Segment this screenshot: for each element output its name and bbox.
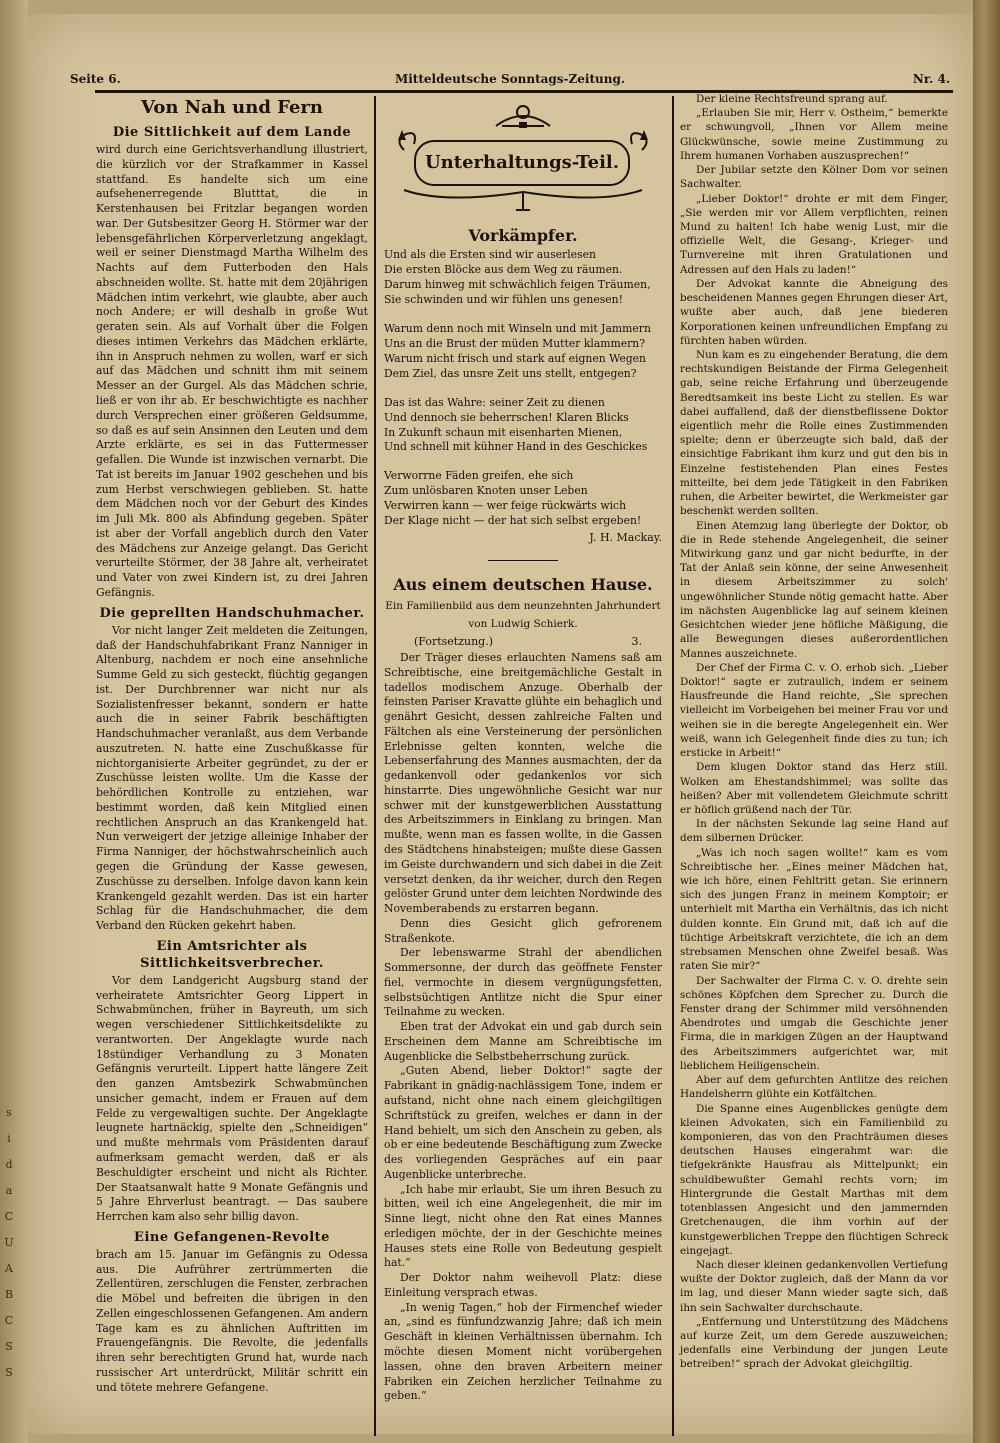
margin-letter: C bbox=[4, 1210, 14, 1223]
poem-line: Verworrne Fäden greifen, ehe sich bbox=[384, 469, 574, 483]
poem-line: Und dennoch sie beherrschen! Klaren Blicks bbox=[384, 410, 629, 424]
story-paragraph: Nun kam es zu eingehender Beratung, die dem rechtskundigen Beistande der Firma Gelegenheit gab, seine reiche Erfahrung und überzeugende Beredtsamkeit ins beste Licht zu stellen. Es war dabei auffallend, daß der dienstbeflissene Doktor eigentlich mehr die Rolle eines Zustimmenden spielte; denn er überzeugte sich bald, daß der einsichtige Fabrikant ihm kurz und gut den bis in Einzelne festistehenden Plan eines Festes mitteilte, bei dem jede Tätigkeit in den Fabriken ruhen, die Arbeiter bewirtet, die Werkmeister gar beschenkt werden sollten. bbox=[680, 348, 948, 518]
poem-line: Uns an die Brust der müden Mutter klammern? bbox=[384, 336, 646, 350]
story-paragraph: Der Jubilar setzte den Kölner Dom vor seinen Sachwalter. bbox=[680, 164, 948, 191]
article-title: Eine Gefangenen-Revolte bbox=[134, 1229, 330, 1245]
poem-line: Die ersten Blöcke aus dem Weg zu räumen. bbox=[384, 262, 623, 276]
margin-letter: U bbox=[4, 1236, 14, 1249]
article-title: Die geprellten Handschuhmacher. bbox=[99, 605, 365, 621]
poem-stanza bbox=[384, 322, 662, 382]
story-paragraph: Eben trat der Advokat ein und gab durch sein Erscheinen dem Manne am Schreibtische im Augenblicke die Selbstbeherrschung zurück. bbox=[384, 1020, 662, 1063]
column-entertainment bbox=[384, 96, 662, 1404]
margin-letter: d bbox=[5, 1158, 13, 1171]
column-story-continued bbox=[680, 92, 948, 1372]
book-spine bbox=[973, 0, 1000, 1443]
poem-line: Verwirren kann — wer feige rückwärts wich bbox=[384, 499, 627, 513]
story-paragraph: „Erlauben Sie mir, Herr v. Ostheim,“ bemerkte er schwungvoll, „Ihnen vor Allem meine Glückwünsche, sowie meine Zustimmung zu Ihrem humanen Vorhaben auszusprechen!“ bbox=[680, 107, 948, 162]
story-paragraph: „Entfernung und Unterstützung des Mädchens auf kurze Zeit, um dem Gerede auszuweichen; jedenfalls eine Verbindung der jungen Leute betreiben!“ sprach der Advokat gleichgiltig. bbox=[680, 1315, 948, 1371]
poem-line: Darum hinweg mit schwächlich feigen Träumen, bbox=[384, 277, 651, 291]
entertainment-banner: Unterhaltungs-Teil. bbox=[414, 140, 630, 186]
story-paragraph: Der Sachwalter der Firma C. v. O. drehte sein schönes Köpfchen dem Sprecher zu. Durch die Fenster drang der Schimmer mild versöhnenden Abendrotes und umgab die Geschichte jener Firma, die in markigen Zügen an der Hauptwand des Arbeitszimmers aufgerichtet war, mit lieblichem Heiligenschein. bbox=[680, 974, 948, 1072]
margin-letter: i bbox=[7, 1132, 11, 1145]
article-title: Ein Amtsrichter als Sittlichkeitsverbrecher. bbox=[140, 938, 324, 971]
poem-line: Dem Ziel, das unsre Zeit uns stellt, entgegen? bbox=[384, 366, 637, 380]
story-paragraph: Die Spanne eines Augenblickes genügte dem kleinen Advokaten, sich ein Familienbild zu komponieren, das von den Prachträumen dieses deutschen Hauses eingerahmt war: die tiefgekränkte Hausfrau als Mittelpunkt; ein schuldbewußter Gemahl rechts vorn; im Hintergrunde die Gestalt Marthas mit dem totenblassen Angesicht und den jammernden Gretchenaugen, die ihm vorhin auf der kunstgewerblichen Treppe den flüchtigen Schreck eingejagt. bbox=[680, 1102, 948, 1257]
poem-line: Warum denn noch mit Winseln und mit Jammern bbox=[384, 321, 651, 335]
continuation-line bbox=[384, 633, 662, 651]
column-divider bbox=[374, 96, 376, 1436]
margin-letters bbox=[2, 1100, 16, 1386]
page-header bbox=[70, 72, 950, 92]
margin-letter: S bbox=[5, 1366, 13, 1379]
poem-title: Vorkämpfer. bbox=[468, 226, 578, 245]
separator-rule bbox=[488, 560, 558, 561]
margin-letter: S bbox=[5, 1340, 13, 1353]
poem-line: Sie schwinden und wir fühlen uns genesen! bbox=[384, 292, 623, 306]
column-news bbox=[96, 96, 368, 1395]
article-paragraph: Vor dem Landgericht Augsburg stand der verheiratete Amtsrichter Georg Lippert in Schwabmünchen, früher in Bayreuth, um sich wegen verschiedener Sittlichkeitsdelikte zu verantworten. Der Angeklagte wurde nach 18stündiger Verhandlung zu 3 Monaten Gefängnis verurteilt. Lippert hatte längere Zeit den ganzen Amtsbezirk Schwabmünchen unsicher gemacht, indem er Frauen auf dem Felde zu vergewaltigen suchte. Der Angeklagte leugnete hartnäckig, spielte den „Schneidigen“ und mußte mehrmals vom Präsidenten darauf aufmerksam gemacht werden, daß er als Beschuldigter erscheint und nicht als Richter. Der Staatsanwalt hatte 9 Monate Gefängnis und 5 Jahre Ehrverlust beantragt. — Das saubere Herrchen kam also sehr billig davon. bbox=[96, 973, 368, 1224]
story-paragraph: Nach dieser kleinen gedankenvollen Vertiefung wußte der Doktor zugleich, daß der Mann da vor im lag, und dieser Mann wieder sagte sich, daß ihn sein Sachwalter durchschaute. bbox=[680, 1258, 948, 1314]
story-paragraph: Der kleine Rechtsfreund sprang auf. bbox=[696, 93, 888, 105]
story-paragraph: Der Advokat kannte die Abneigung des bescheidenen Mannes gegen Ehrungen dieser Art, wußte aber auch, daß jene biederen Korporationen keinen unfreundlichen Empfang zu fürchten haben würden. bbox=[680, 277, 948, 347]
margin-letter: B bbox=[4, 1288, 14, 1301]
poem-line: In Zukunft schaun mit eisenharten Mienen, bbox=[384, 425, 623, 439]
article-paragraph: wird durch eine Gerichtsverhandlung illustriert, die kürzlich vor der Strafkammer in Kassel stattfand. Es handelte sich um eine aufsehenerregende Blutttat, die in Kerstenhausen bei Fritzlar begangen worden war. Der Gutsbesitzer Georg H. Störmer war der lebensgefährlichen Körperverletzung angeklagt, weil er seiner Dienstmagd Martha Wilhelm des Nachts auf dem Futterboden den Hals abschneiden wollte. St. hatte mit dem 20jährigen Mädchen intim verkehrt, wie glaubte, aber auch noch Andere; er will deshalb in große Wut geraten sein. Als auf Vorhalt über die Folgen dieses intimen Verkehrs das Mädchen erklärte, ihn in Anspruch nehmen zu wollen, warf er sich auf das Mädchen und schnitt ihm mit seinem Messer an der Gurgel. Als das Mädchen schrie, ließ er von ihr ab. Er beschwichtigte es nachher durch Versprechen einer größeren Geldsumme, so daß es auf sein Ansinnen den Leuten und dem Arzte erklärte, es sei in das Futtermesser gefallen. Die Wunde ist inzwischen vernarbt. Die Tat ist bereits im Januar 1902 geschehen und bis zum Herbst verschwiegen geblieben. St. hatte dem Mädchen noch vor der Geburt des Kindes im Juli Mk. 800 als Abfindung gegeben. Später ist aber der Vorfall angeblich durch den Vater des Mädchens zur Anzeige gelangt. Das Gericht verurteilte Störmer, der 38 Jahre alt, verheiratet und Vater von zwei Kindern ist, zu drei Jahren Gefängnis. bbox=[96, 143, 368, 599]
continuation-label: (Fortsetzung.) bbox=[414, 635, 493, 649]
poem-line: Und schnell mit kühner Hand in des Geschickes bbox=[384, 440, 648, 454]
poem-stanza bbox=[384, 469, 662, 529]
article-title: Die Sittlichkeit auf dem Lande bbox=[112, 125, 352, 140]
poem-line: Das ist das Wahre: seiner Zeit zu dienen bbox=[384, 395, 605, 409]
story-paragraph: Dem klugen Doktor stand das Herz still. Wolken am Ehestandshimmel; was sollte das heißen? Aber mit vollendetem Gleichmute schritt er höflich grüßend nach der Tür. bbox=[680, 761, 948, 816]
poem-line: Und als die Ersten sind wir auserlesen bbox=[384, 248, 596, 261]
installment-number: 3. bbox=[631, 635, 642, 649]
story-author: von Ludwig Schierk. bbox=[468, 618, 578, 631]
story-paragraph: In der nächsten Sekunde lag seine Hand auf dem silbernen Drücker. bbox=[680, 818, 948, 845]
story-paragraph: Der Chef der Firma C. v. O. erhob sich. „Lieber Doktor!“ sagte er zutraulich, indem er seinem Hausfreunde die Hand reichte, „Sie sprechen vielleicht im Vorbeigehen bei meiner Frau vor und weihen sie in die beregte Angelegenheit ein. Wer weiß, wann ich Gelegenheit finde dies zu tun; ich ersticke in Arbeit!“ bbox=[680, 661, 948, 760]
story-paragraph: Der Doktor nahm weihevoll Platz: diese Einleitung versprach etwas. bbox=[384, 1271, 662, 1299]
story-paragraph: Denn dies Gesicht glich gefrorenem Straßenkote. bbox=[384, 916, 662, 945]
margin-letter: C bbox=[4, 1314, 14, 1327]
issue-number: Nr. 4. bbox=[912, 72, 950, 86]
article-paragraph: brach am 15. Januar im Gefängnis zu Odessa aus. Die Aufrührer zertrümmerten die Zellentüren, zerschlugen die Fenster, zerbrachen die Möbel und befreiten die übrigen in den Zellen eingeschlossenen Gefangenen. Am andern Tage kam es zu ähnlichen Auftritten im Frauengefängnis. Die Revolte, die jedenfalls ihren sehr berechtigten Grund hat, wurde nach russischer Art unterdrückt, Militär schritt ein und tötete mehrere Gefangene. bbox=[96, 1247, 368, 1394]
section-title: Von Nah und Fern bbox=[141, 97, 323, 118]
story-paragraph: Der lebenswarme Strahl der abendlichen Sommersonne, der durch das geöffnete Fenster fiel, vermochte in diesem vergnügungsfetten, selbstsüchtigen Antlitze nicht die Spur einer Teilnahme zu wecken. bbox=[384, 946, 662, 1019]
margin-letter: a bbox=[5, 1184, 13, 1197]
story-paragraph: „In wenig Tagen,“ hob der Firmenchef wieder an, „sind es fünfundzwanzig Jahre; daß ich mein Geschäft in kleinen Verhältnissen übernahm. Ich möchte diesen Moment nicht vorübergehen lassen, ohne den braven Arbeitern meiner Fabriken ein Zeichen herzlicher Teilnahme zu geben.“ bbox=[384, 1300, 662, 1403]
publication-title: Mitteldeutsche Sonntags-Zeitung. bbox=[394, 72, 626, 86]
story-paragraph: Einen Atemzug lang überlegte der Doktor, ob die in Rede stehende Angelegenheit, die seiner Mitwirkung ganz und gar nicht bedurfte, in der Tat der Anlaß sein könne, der seine Anwesenheit in diesem Arbeitszimmer zu solch' ungewöhnlicher Stunde nötig gemacht hatte. Aber im nächsten Augenblicke lag auf seinem kleinen Gesichtchen wieder jene höfliche Mäßigung, die alle Bewegungen dieses außerordentlichen Mannes auszeichnete. bbox=[680, 519, 948, 660]
article-paragraph: Vor nicht langer Zeit meldeten die Zeitungen, daß der Handschuhfabrikant Franz Nanniger in Altenburg, nachdem er noch eine ansehnliche Summe Geld zu sich gesteckt, flüchtig gegangen ist. Der Durchbrenner war nicht nur als Sozialistenfresser bekannt, sondern er hatte auch die in seiner Fabrik beschäftigten Handschuhmacher veranlaßt, aus dem Verbande auszutreten. N. hatte eine Zuschußkasse für nichtorganisierte Arbeiter gegründet, zu der er Zuschüsse leisten wollte. Um die Kasse der behördlichen Kontrolle zu entziehen, war bestimmt worden, daß kein Mitglied einen rechtlichen Anspruch an das Krankengeld hat. Nun verweigert der jetzige alleinige Inhaber der Firma Nanniger, der höchstwahrscheinlich auch gegen die Gründung der Kasse gewesen, Zuschüsse zu derselben. Infolge davon kann kein Krankengeld gezahlt werden. Das ist ein harter Schlag für die Handschuhmacher, die dem Verband den Rücken gekehrt haben. bbox=[96, 623, 368, 933]
page-number: Seite 6. bbox=[70, 72, 121, 86]
story-paragraph: „Ich habe mir erlaubt, Sie um ihren Besuch zu bitten, weil ich eine Angelegenheit, die mir im Sinne liegt, nicht ohne den Rat eines Mannes erledigen möchte, der in der Geschichte meines Hauses stets eine Rolle von Bedeutung gespielt hat.“ bbox=[384, 1182, 662, 1270]
story-subtitle: Ein Familienbild aus dem neunzehnten Jahrhundert bbox=[385, 600, 661, 613]
story-paragraph: „Was ich noch sagen wollte!“ kam es vom Schreibtische her. „Eines meiner Mädchen hat, wie ich höre, einen Fehltritt getan. Sie erinnern sich des jungen Franz in meinem Komptoir; er unterhielt mit Martha ein Verhältnis, das ich nicht dulden konnte. Ein Grund mit, daß ich auf die tüchtige Arbeitskraft verzichtete, die ich an dem strebsamen Menschen ohne Zweifel besaß. Was raten Sie mir?“ bbox=[680, 846, 948, 973]
story-paragraph: „Lieber Doktor!“ drohte er mit dem Finger, „Sie werden mir vor Allem verpflichten, reinen Mund zu halten! Ich habe wenig Lust, mir die offizielle Welt, die Gesang-, Krieger- und Turnvereine mit ihren Gratulationen und Adressen auf den Hals zu laden!“ bbox=[680, 192, 948, 276]
section-ornament bbox=[384, 100, 662, 218]
poem-line: Warum nicht frisch und stark auf eignen Wegen bbox=[384, 351, 647, 365]
story-paragraph: Der Träger dieses erlauchten Namens saß am Schreibtische, eine breitgemächliche Gestalt in tadellos modischem Anzuge. Oberhalb der feinsten Pariser Kravatte glühte ein behaglich und genährt Gesicht, dessen zahlreiche Falten und Fältchen als eine Versteinerung der persönlichen Erlebnisse gelten konnten, welche die Lebenserfahrung des Mannes ausmachten, der da gedankenvoll oder gedankenlos vor sich hinstarrte. Dies ungewöhnliche Gesicht war nur schwer mit der kunstgewerblichen Ausstattung des Arbeitszimmers in Einklang zu bringen. Man mußte, wenn man es fassen wollte, in die Gassen des Städtchens hinabsteigen; mußte diese Gassen im Geiste durchwandern und sich dabei in die Zeit versetzt denken, da ihr weicher, durch den Regen gelöster Grund unter dem leichten Nordwinde des Novemberabends zu erstarren begann. bbox=[384, 651, 662, 916]
story-paragraph: „Guten Abend, lieber Doktor!“ sagte der Fabrikant in gnädig-nachlässigem Tone, indem er aufstand, nicht ohne nach einem gleichgiltigen Schriftstück zu greifen, welches er dann in der Hand behielt, um sich den Anschein zu geben, als ob er eine bedeutende Beschäftigung zum Zwecke des vorliegenden Gespräches auf ein paar Augenblicke unterbreche. bbox=[384, 1064, 662, 1181]
margin-letter: s bbox=[6, 1106, 12, 1119]
story-paragraph: Aber auf dem gefurchten Antlitze des reichen Handelsherrn glühte ein Kotfältchen. bbox=[680, 1074, 948, 1101]
column-divider bbox=[672, 96, 674, 1436]
poem-line: Zum unlösbaren Knoten unser Leben bbox=[384, 484, 588, 498]
story-title: Aus einem deutschen Hause. bbox=[393, 575, 653, 595]
margin-letter: A bbox=[5, 1262, 13, 1275]
poem-stanza bbox=[384, 396, 662, 456]
poem-stanza bbox=[384, 248, 662, 308]
poem-author: J. H. Mackay. bbox=[589, 531, 662, 545]
poem-line: Der Klage nicht — der hat sich selbst ergeben! bbox=[384, 514, 642, 528]
